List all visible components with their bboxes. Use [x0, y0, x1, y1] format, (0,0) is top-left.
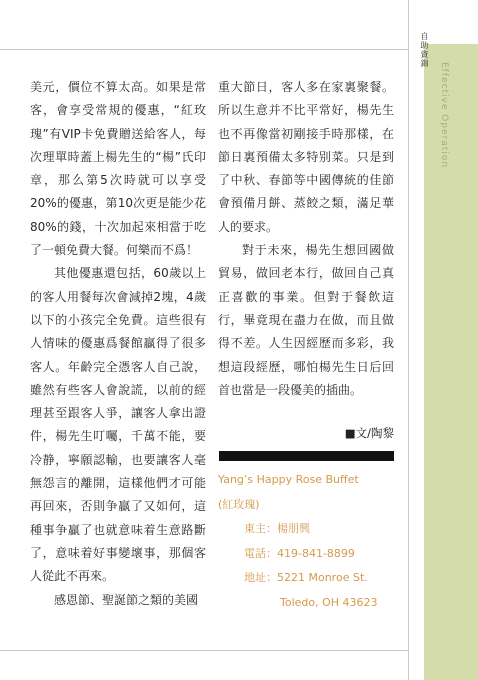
sidebar-white-strip	[408, 0, 425, 680]
article-paragraph: 對于未來，楊先生想回國做貿易，做回老本行，做回自己真正喜歡的事業。但對于餐飲這行，畢竟現在盡力在做，而且做得不差。人生因經歷而多彩，我想這段經歷，哪怕楊先生日后回首也當是一段優美的插曲。	[218, 243, 394, 397]
restaurant-name-zh: (紅玫瑰)	[218, 497, 260, 511]
phone-line: 電話：419-841-8899	[244, 546, 355, 560]
city-line: Toledo, OH 43623	[280, 595, 378, 609]
address-line: 地址：5221 Monroe St.	[244, 571, 368, 584]
sidebar-green-strip	[424, 0, 478, 680]
article-paragraph: 重大節日，客人多在家裏聚餐。所以生意并不比平常好，楊先生也不再像當初剛接手時那樣，在節日裏預備太多特别菜。只是到了中秋、春節等中國傳統的佳節會預備月餅、蒸餃之類，滿足華人的要求。	[218, 80, 394, 234]
bottom-rule	[0, 650, 478, 651]
restaurant-info-box	[218, 468, 398, 615]
section-label-zh: 自助資錦	[420, 32, 429, 68]
article-paragraph: 其他優惠還包括，60歲以上的客人用餐每次會減掉2塊，4歲以下的小孩完全免費。這些很有人情味的優惠爲餐館贏得了很多客人。年齡完全憑客人自己說，雖然有些客人會說謊，以前的經理甚至跟客人爭，讓客人拿出證件，楊先生叮囑，千萬不能，要冷静，寧願認輸，也要讓客人毫無怨言的離開，這樣他們才可能再回來，否則争贏了又如何，這種事争贏了也就意味着生意路斷了，意味着好事變壞事，那個客人從此不再來。	[30, 266, 206, 584]
top-rule	[0, 49, 478, 50]
sidebar-cap	[424, 0, 478, 44]
article-column-right	[218, 76, 394, 402]
info-divider-bar	[219, 451, 394, 461]
author-byline: ■文/陶黎	[344, 426, 394, 440]
owner-line: 東主：楊朋興	[244, 522, 310, 535]
article-paragraph: 美元，價位不算太高。如果是常客，會享受常規的優惠，“紅玫瑰”有VIP卡免費贈送給客人，每次理單時蓋上楊先生的“楊”氏印章，那么第5次時就可以享受20%的優惠，第10次更是能少花80%的錢，十次加起來相當于吃了一頓免費大餐。何樂而不爲！	[30, 80, 206, 258]
section-label-en: Effective Operation	[439, 62, 449, 169]
restaurant-name: Yang’s Happy Rose Buffet	[218, 473, 359, 486]
article-column-left	[30, 76, 206, 612]
article-paragraph: 感恩節、聖誕節之類的美國	[54, 592, 199, 607]
